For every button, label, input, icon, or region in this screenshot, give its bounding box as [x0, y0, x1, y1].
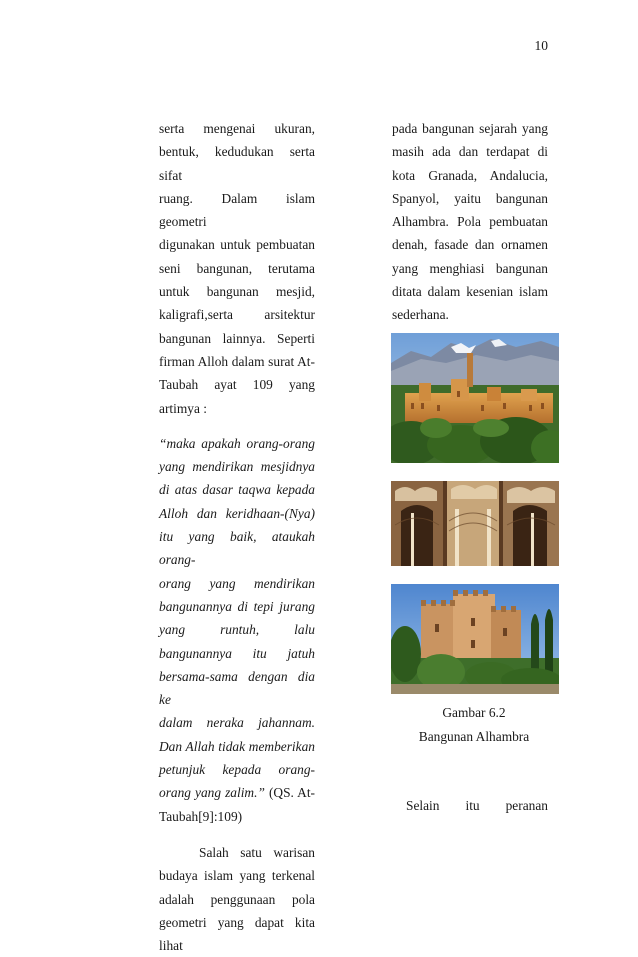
quote-end: orang yang zalim.” [159, 785, 265, 801]
figure-caption-title: Gambar 6.2 [442, 705, 506, 720]
text-line: bentuk, kedudukan serta sifat [159, 144, 315, 183]
text-line: serta mengenai ukuran, [159, 121, 315, 136]
quote-line: itu yang baik, ataukah orang- [159, 529, 315, 568]
text-line: firman Alloh dalam surat At- [159, 353, 315, 369]
text-line: seni bangunan, terutama [159, 260, 315, 276]
quote-line [159, 781, 315, 804]
quote-citation-tail: Taubah[9]:109) [159, 808, 243, 824]
quote-line: Dan Allah tidak memberikan [159, 738, 315, 754]
page-number: 10 [534, 38, 548, 53]
quote-line: petunjuk kepada orang- [159, 762, 315, 778]
quote-line: orang yang mendirikan [159, 575, 315, 591]
text-line: artimya : [159, 400, 207, 416]
quote-citation: (QS. At- [264, 785, 316, 801]
text-line: adalah penggunaan pola [159, 891, 315, 907]
text-line: sederhana. [392, 307, 449, 323]
text-line: Salah satu warisan [199, 844, 315, 860]
text-line: denah, fasade dan ornamen [392, 237, 548, 253]
text-line: Alhambra. Pola pembuatan [392, 214, 548, 230]
figure-caption-subtitle: Bangunan Alhambra [418, 729, 530, 744]
text-line: Taubah ayat 109 yang [159, 377, 315, 393]
quote-line: bangunannya di tepi jurang [159, 598, 315, 614]
left-column [159, 117, 315, 957]
text-line: ditata dalam kesenian islam [392, 284, 548, 300]
quote-line: bersama-sama dengan dia ke [159, 668, 315, 708]
text-line: ruang. Dalam islam geometri [159, 190, 315, 230]
text-line: untuk bangunan mesjid, [159, 284, 315, 300]
text-line: masih ada dan terdapat di [392, 144, 548, 160]
intro-paragraph [159, 117, 315, 420]
text-line: yang menghiasi bangunan [392, 260, 548, 276]
text-line: pada bangunan sejarah yang [392, 121, 548, 136]
quote-line: “maka apakah orang-orang [159, 435, 315, 451]
quote-line: di atas dasar taqwa kepada [159, 482, 315, 498]
quran-quote [159, 432, 315, 828]
right-column [392, 117, 548, 327]
text-line: Spanyol, yaitu bangunan [392, 190, 548, 206]
alhambra-towers-photo [391, 584, 559, 694]
text-line: kaligrafi,serta arsitektur [159, 307, 315, 323]
text-line: kota Granada, Andalucia, [392, 167, 548, 183]
alhambra-interior-photo [391, 481, 559, 566]
heritage-paragraph [159, 841, 315, 957]
text-line: geometri yang dapat kita lihat [159, 914, 315, 954]
alhambra-panorama-photo [391, 333, 559, 463]
quote-line: yang runtuh, lalu [159, 622, 315, 638]
quote-line: Alloh dan keridhaan-(Nya) [159, 505, 315, 521]
continuation-text: Selain itu peranan [406, 798, 548, 813]
text-line: digunakan untuk pembuatan [159, 237, 315, 253]
quote-line: dalam neraka jahannam. [159, 715, 315, 731]
text-line: budaya islam yang terkenal [159, 868, 315, 884]
text-line: bangunan lainnya. Seperti [159, 330, 315, 346]
quote-line: yang mendirikan mesjidnya [159, 459, 315, 475]
quote-line: bangunannya itu jatuh [159, 645, 315, 661]
